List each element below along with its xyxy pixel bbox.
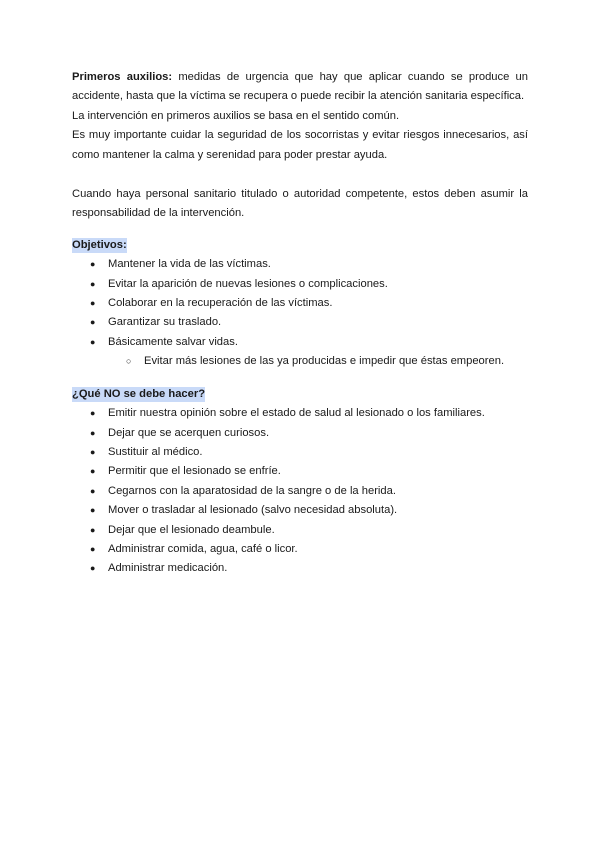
bullet-icon: ● xyxy=(90,336,96,347)
list-item: ● Dejar que el lesionado deambule. xyxy=(72,521,528,540)
intro-line-seguridad: Es muy importante cuidar la seguridad de los socorristas y evitar riesgos innecesarios, así como mantener la calma y serenidad para poder prestar ayuda. xyxy=(72,129,528,161)
objetivos-list xyxy=(72,255,528,352)
list-item: ● Administrar comida, agua, café o licor. xyxy=(72,540,528,559)
list-item: ● Emitir nuestra opinión sobre el estado de salud al lesionado o los familiares. xyxy=(72,404,528,423)
no-hacer-list xyxy=(72,404,528,579)
list-item: ● Cegarnos con la aparatosidad de la sangre o de la herida. xyxy=(72,482,528,501)
bullet-icon: ● xyxy=(90,543,96,554)
bullet-icon: ● xyxy=(90,505,96,516)
bullet-icon: ● xyxy=(90,563,96,574)
bullet-icon: ● xyxy=(90,466,96,477)
no-hacer-heading: ¿Qué NO se debe hacer? xyxy=(72,387,206,400)
document-page xyxy=(72,68,528,579)
list-item: ● Colaborar en la recuperación de las víctimas. xyxy=(72,294,528,313)
list-item: ● Permitir que el lesionado se enfríe. xyxy=(72,462,528,481)
list-item: ● Dejar que se acerquen curiosos. xyxy=(72,424,528,443)
bullet-icon: ● xyxy=(90,317,96,328)
bullet-icon: ● xyxy=(90,278,96,289)
objetivos-sublist xyxy=(72,352,528,371)
bullet-icon: ● xyxy=(90,524,96,535)
term-primeros-auxilios: Primeros auxilios: xyxy=(72,71,173,83)
list-item: ● Administrar medicación. xyxy=(72,559,528,578)
circle-bullet-icon: ○ xyxy=(126,356,132,367)
intro-line-sentido-comun: La intervención en primeros auxilios se basa en el sentido común. xyxy=(72,109,400,122)
intro-definition xyxy=(72,68,528,107)
list-item: ● Sustituir al médico. xyxy=(72,443,528,462)
bullet-icon: ● xyxy=(90,259,96,270)
bullet-icon: ● xyxy=(90,446,96,457)
bullet-icon: ● xyxy=(90,427,96,438)
intro-line-personal-sanitario: Cuando haya personal sanitario titulado o autoridad competente, estos deben asumir la responsabilidad de la intervención. xyxy=(72,188,528,220)
list-item: ● Mover o trasladar al lesionado (salvo necesidad absoluta). xyxy=(72,501,528,520)
bullet-icon: ● xyxy=(90,298,96,309)
no-hacer-heading-wrap xyxy=(72,385,528,404)
bullet-icon: ● xyxy=(90,408,96,419)
objetivos-heading: Objetivos: xyxy=(72,238,127,251)
sub-list-item: ○ Evitar más lesiones de las ya producidas e impedir que éstas empeoren. xyxy=(72,352,528,371)
objetivos-heading-wrap xyxy=(72,236,528,255)
list-item: ● Mantener la vida de las víctimas. xyxy=(72,255,528,274)
definition-text: medidas de urgencia que hay que aplicar cuando se produce un accidente, hasta que la víctima se recupera o puede recibir la atención sanitaria específica. xyxy=(72,71,528,103)
list-item: ● Evitar la aparición de nuevas lesiones o complicaciones. xyxy=(72,275,528,294)
list-item: ● Básicamente salvar vidas. xyxy=(72,333,528,352)
bullet-icon: ● xyxy=(90,485,96,496)
list-item: ● Garantizar su traslado. xyxy=(72,313,528,332)
